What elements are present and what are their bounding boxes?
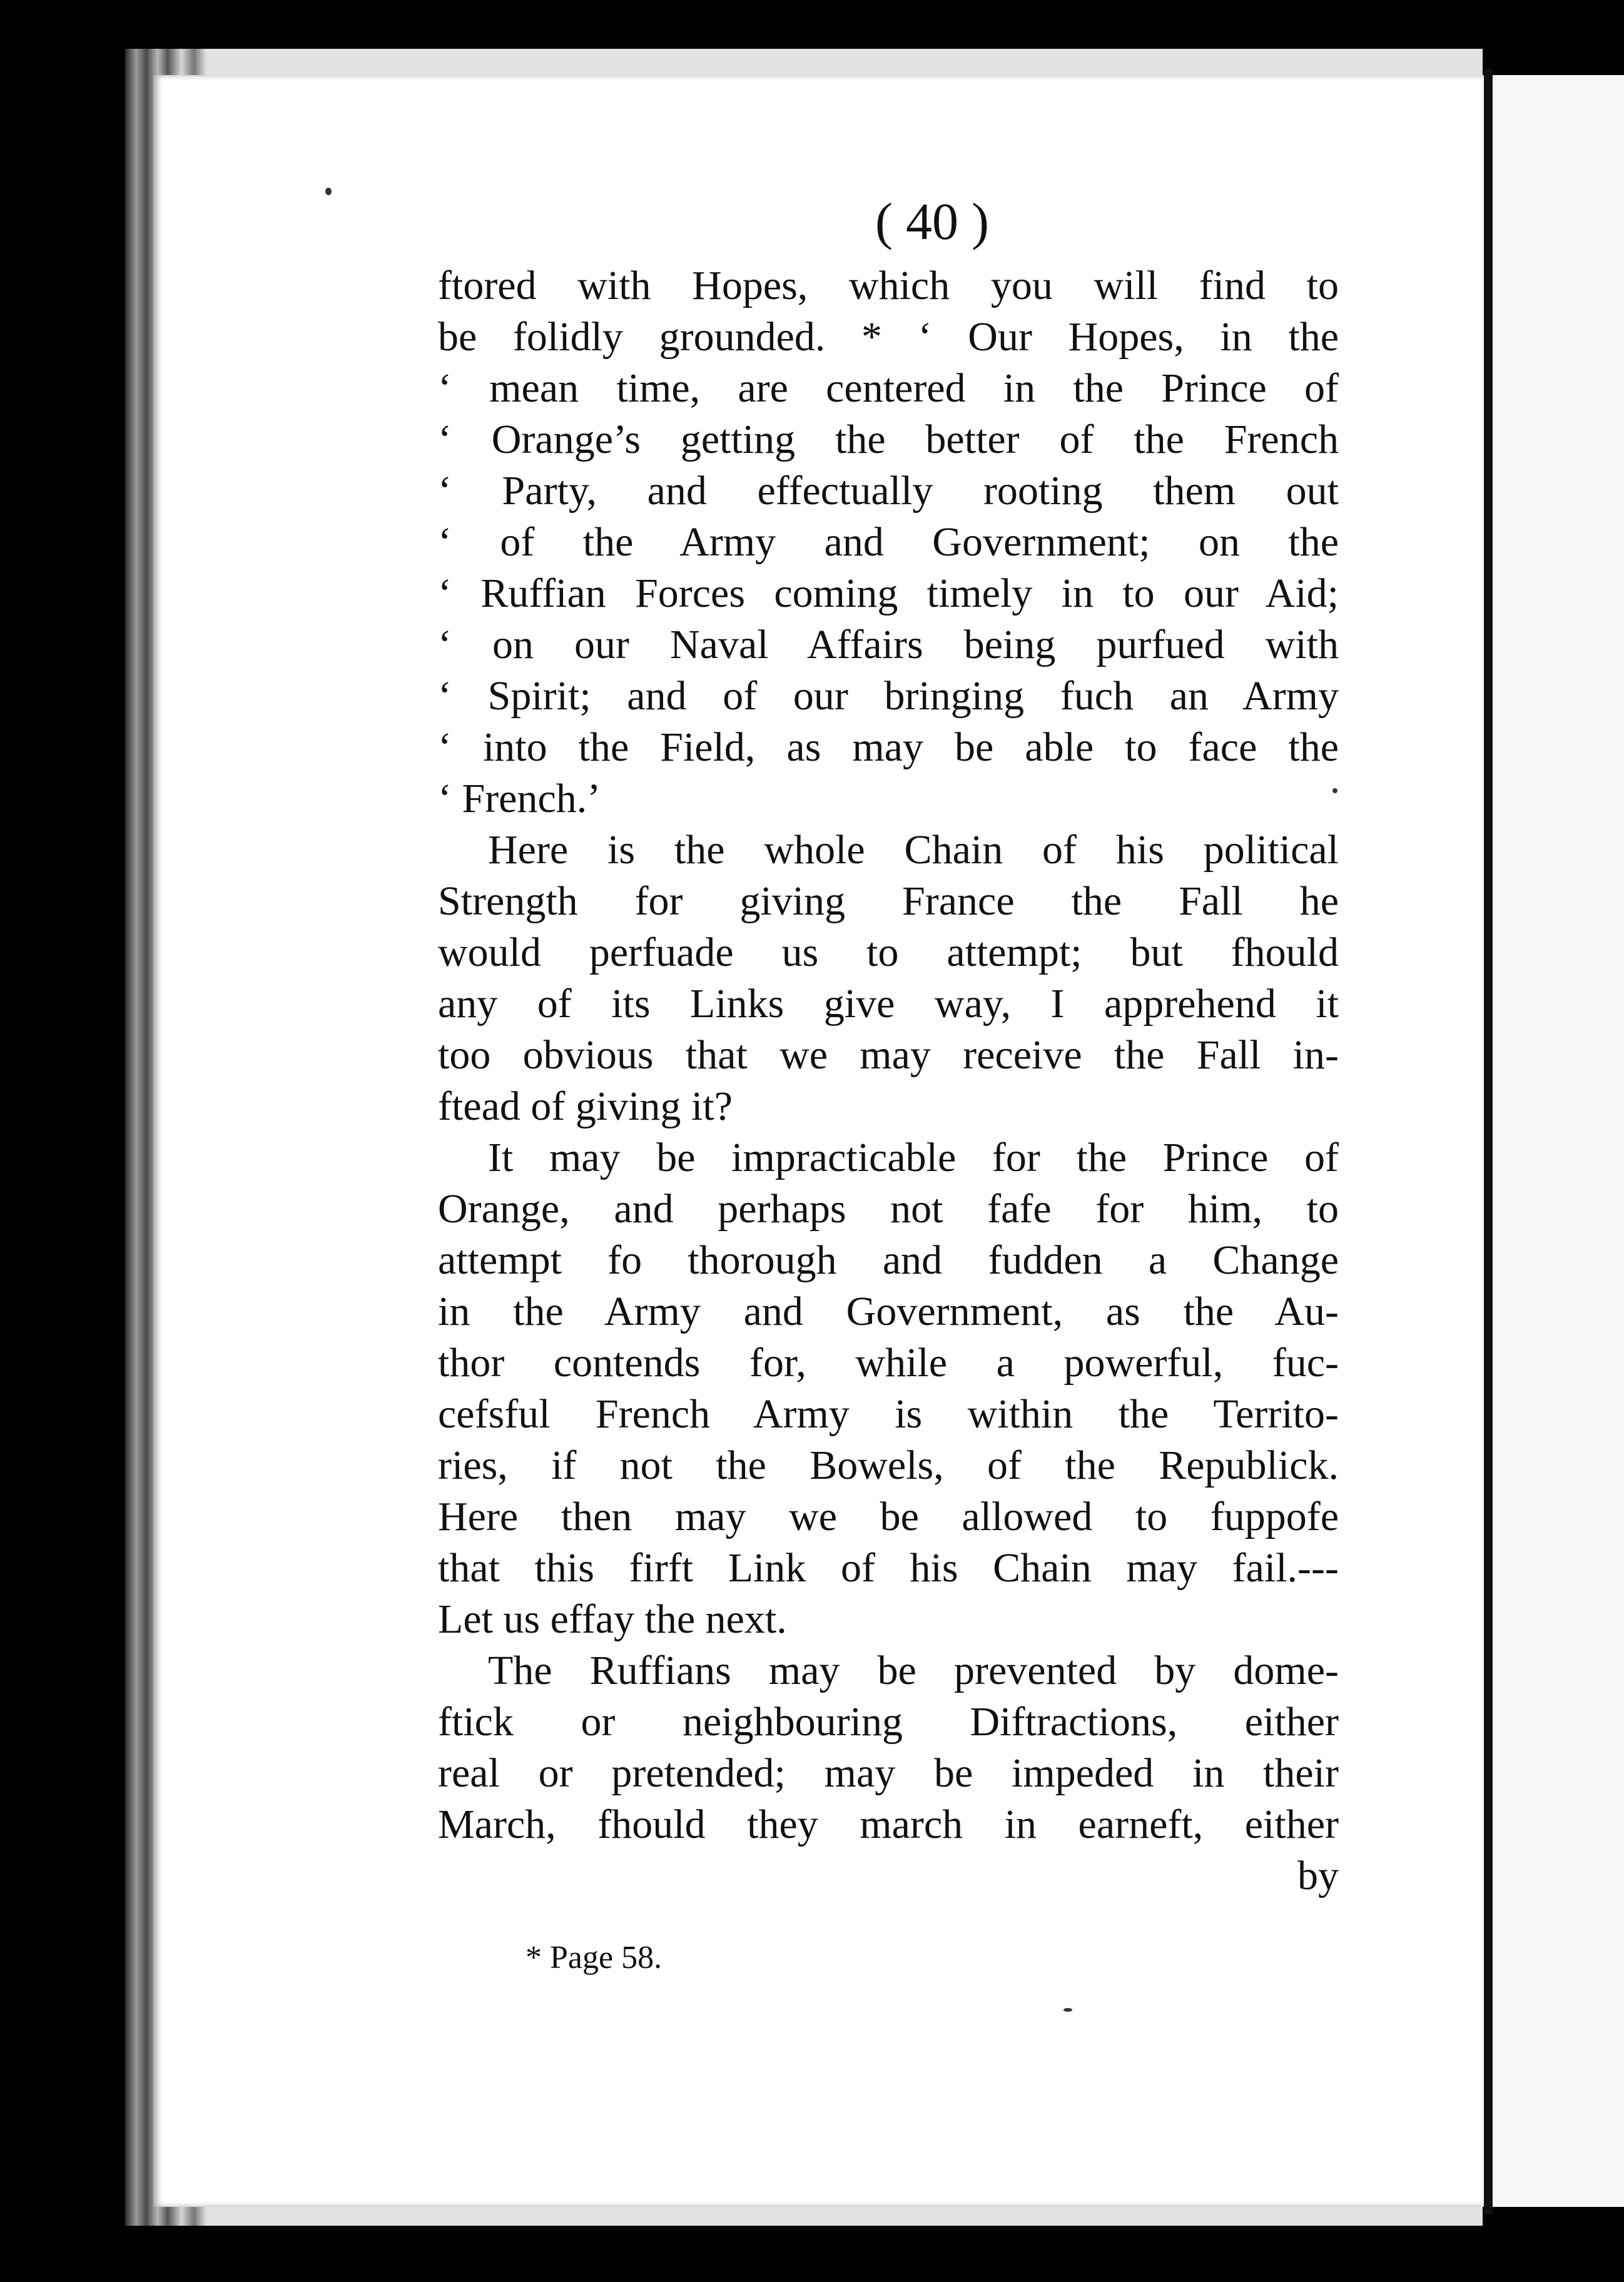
- text-line: ‘ Orange’s getting the better of the French: [438, 417, 1339, 462]
- page-gutter: [1484, 69, 1493, 2214]
- page-text: [438, 188, 1339, 1902]
- text-line: ‘ Spirit; and of our bringing fuch an Army: [438, 673, 1339, 719]
- text-line: ‘ on our Naval Affairs being purfued with: [438, 622, 1339, 667]
- text-line: in the Army and Government, as the Au-: [438, 1289, 1339, 1334]
- text-line: ftick or neighbouring Diftractions, either: [438, 1699, 1339, 1745]
- text-line: It may be impracticable for the Prince of: [488, 1135, 1339, 1180]
- text-line: would perfuade us to attempt; but fhould: [438, 930, 1339, 975]
- text-line: Here then may we be allowed to fuppofe: [438, 1494, 1339, 1539]
- text-line: thor contends for, while a powerful, fuc-: [438, 1340, 1339, 1386]
- page-number: ( 40 ): [875, 193, 989, 251]
- paragraph: [438, 1132, 1339, 1645]
- text-line: Strength for giving France the Fall he: [438, 878, 1339, 924]
- text-line: ‘ Party, and effectually rooting them out: [438, 468, 1339, 514]
- text-line: cefsful French Army is within the Territo-: [438, 1391, 1339, 1437]
- text-line: any of its Links give way, I apprehend it: [438, 981, 1339, 1027]
- text-line: attempt fo thorough and fudden a Change: [438, 1237, 1339, 1283]
- text-line: ftored with Hopes, which you will find to: [438, 263, 1339, 308]
- footnote: * Page 58.: [525, 1940, 662, 1975]
- text-line: ‘ French.’: [438, 776, 601, 821]
- paragraph: [438, 260, 1339, 824]
- facing-page: [1493, 75, 1624, 2207]
- paragraph: [438, 1645, 1339, 1850]
- text-line: ftead of giving it?: [438, 1083, 733, 1129]
- text-line: ‘ into the Field, as may be able to face the: [438, 724, 1339, 770]
- text-line: ‘ mean time, are centered in the Prince of: [438, 365, 1339, 411]
- text-line: Let us effay the next.: [438, 1596, 787, 1642]
- catchword: by: [1297, 1853, 1339, 1899]
- text-line: Here is the whole Chain of his political: [488, 827, 1339, 873]
- text-line: be folidly grounded. * ‘ Our Hopes, in the: [438, 314, 1339, 360]
- text-line: ‘ Ruffian Forces coming timely in to our Aid;: [438, 570, 1339, 616]
- text-line: ries, if not the Bowels, of the Republick.: [438, 1443, 1339, 1488]
- text-line: real or pretended; may be impeded in their: [438, 1750, 1339, 1796]
- text-line: The Ruffians may be prevented by dome-: [488, 1648, 1339, 1693]
- paper-speck: [325, 188, 332, 195]
- text-line: ‘ of the Army and Government; on the: [438, 519, 1339, 565]
- text-line: March, fhould they march in earneft, either: [438, 1802, 1339, 1847]
- text-line: that this firft Link of his Chain may fail.---: [438, 1545, 1339, 1591]
- paragraph: [438, 824, 1339, 1132]
- text-line: Orange, and perhaps not fafe for him, to: [438, 1186, 1339, 1232]
- paper-speck: [1063, 2008, 1072, 2012]
- text-line: too obvious that we may receive the Fall in-: [438, 1032, 1339, 1078]
